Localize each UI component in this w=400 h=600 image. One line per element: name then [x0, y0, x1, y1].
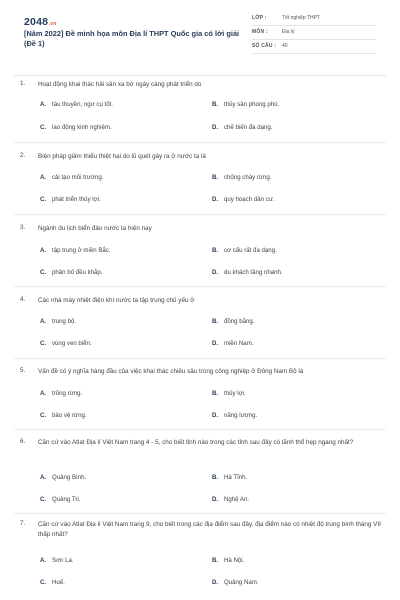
option-text: bảo vệ rừng.: [52, 412, 87, 419]
answer-option-c[interactable]: [40, 196, 101, 203]
question-text: Căn cứ vào Atlat Địa lí Việt Nam trang 4 - 5, cho biết tỉnh nào trong các tỉnh sau đây có lãnh thổ hẹp ngang nhất?: [38, 439, 354, 446]
option-text: tập trung ở miền Bắc.: [52, 247, 111, 254]
question-text: Ngành du lịch biển đảo nước ta hiện nay: [38, 225, 152, 232]
answer-option-d[interactable]: [212, 579, 259, 586]
option-letter: A.: [40, 247, 47, 254]
option-letter: B.: [212, 474, 219, 481]
answer-option-a[interactable]: [40, 390, 82, 397]
meta-value: Tốt nghiệp THPT: [282, 15, 320, 21]
meta-key: SỐ CÂU :: [252, 43, 277, 49]
option-letter: C.: [40, 196, 47, 203]
header-divider: [14, 75, 386, 76]
question-number: 1.: [20, 80, 26, 87]
option-text: phát triển thủy lợi.: [52, 196, 101, 203]
option-text: thủy lợi.: [224, 390, 246, 397]
answer-option-a[interactable]: [40, 557, 74, 564]
option-letter: A.: [40, 101, 47, 108]
answer-option-d[interactable]: [212, 412, 257, 419]
meta-key: LỚP :: [252, 15, 267, 21]
option-letter: B.: [212, 390, 219, 397]
option-letter: B.: [212, 247, 219, 254]
answer-option-b[interactable]: [212, 247, 277, 254]
option-letter: D.: [212, 340, 219, 347]
answer-option-d[interactable]: [212, 124, 272, 131]
option-text: trung bộ.: [52, 318, 77, 325]
option-letter: D.: [212, 196, 219, 203]
answer-option-a[interactable]: [40, 174, 103, 181]
page-header: [0, 0, 400, 78]
question-text: Vấn đề có ý nghĩa hàng đầu của việc khai thác chiều sâu trong công nghiệp ở Đông Nam Bộ là: [38, 368, 304, 375]
brand-name: 2048: [24, 16, 49, 28]
answer-option-d[interactable]: [212, 196, 275, 203]
option-letter: C.: [40, 269, 47, 276]
question-number: 7.: [20, 520, 26, 527]
answer-option-c[interactable]: [40, 340, 92, 347]
option-letter: B.: [212, 557, 219, 564]
meta-value: 40: [282, 43, 288, 49]
option-text: thủy sản phong phú.: [224, 101, 280, 108]
answer-option-b[interactable]: [212, 318, 255, 325]
option-letter: A.: [40, 174, 47, 181]
answer-option-c[interactable]: [40, 124, 112, 131]
option-text: cơ cấu rất đa dạng.: [224, 247, 277, 254]
option-text: du khách tăng nhanh.: [224, 269, 283, 276]
option-text: Nghệ An.: [224, 496, 250, 503]
option-letter: B.: [212, 174, 219, 181]
question-text: Các nhà máy nhiệt điện khí nước ta tập trung chủ yếu ở: [38, 297, 195, 304]
question-number: 5.: [20, 367, 26, 374]
option-letter: C.: [40, 124, 47, 131]
option-text: Huế.: [52, 579, 65, 586]
answer-option-a[interactable]: [40, 101, 113, 108]
option-letter: C.: [40, 496, 47, 503]
option-letter: D.: [212, 269, 219, 276]
option-letter: D.: [212, 579, 219, 586]
answer-option-c[interactable]: [40, 496, 80, 503]
option-letter: D.: [212, 412, 219, 419]
option-text: đồng bằng.: [224, 318, 255, 325]
option-letter: C.: [40, 340, 47, 347]
option-text: Hà Nội.: [224, 557, 245, 564]
answer-option-b[interactable]: [212, 390, 246, 397]
option-letter: A.: [40, 557, 47, 564]
page-title: [Năm 2022] Đề minh họa môn Địa lí THPT Quốc gia có lời giải (Đề 1): [24, 29, 240, 48]
answer-option-b[interactable]: [212, 557, 244, 564]
option-text: Quảng Bình.: [52, 474, 87, 481]
brand-logo[interactable]: [24, 16, 57, 28]
option-text: năng lượng.: [224, 412, 258, 419]
brand-tld: .vn: [48, 21, 57, 27]
meta-row-subject: [252, 26, 376, 40]
option-text: chế biến đa dạng.: [224, 124, 273, 131]
option-letter: B.: [212, 318, 219, 325]
option-text: quy hoạch dân cư.: [224, 196, 275, 203]
option-text: cải tạo môi trường.: [52, 174, 104, 181]
meta-value: Địa lý: [282, 29, 295, 35]
question-number: 2.: [20, 152, 26, 159]
question-divider: [14, 286, 386, 287]
meta-info-panel: [252, 12, 376, 54]
option-letter: D.: [212, 124, 219, 131]
answer-option-c[interactable]: [40, 412, 87, 419]
option-letter: D.: [212, 496, 219, 503]
answer-option-c[interactable]: [40, 269, 103, 276]
option-text: phân bố đều khắp.: [52, 269, 103, 276]
question-divider: [14, 358, 386, 359]
option-text: Hà Tĩnh.: [224, 474, 248, 481]
question-divider: [14, 513, 386, 514]
option-text: Quảng Trị.: [52, 496, 81, 503]
question-divider: [14, 429, 386, 430]
answer-option-b[interactable]: [212, 474, 247, 481]
question-text: Căn cứ vào Atlat Địa lí Việt Nam trang 9, cho biết trong các địa điểm sau đây, địa điểm nào có nhiệt độ trung bình tháng VII thấp nhất?: [38, 521, 381, 538]
question-number: 6.: [20, 438, 26, 445]
answer-option-d[interactable]: [212, 269, 283, 276]
meta-key: MÔN :: [252, 29, 268, 35]
question-text: Hoạt động khai thác hải sản xa bờ ngày càng phát triển do: [38, 81, 202, 88]
question-number: 4.: [20, 296, 26, 303]
answer-option-d[interactable]: [212, 340, 253, 347]
meta-row-class: [252, 12, 376, 26]
answer-option-a[interactable]: [40, 474, 86, 481]
option-text: trồng rừng.: [52, 390, 83, 397]
answer-option-c[interactable]: [40, 579, 65, 586]
option-text: Quảng Nam.: [224, 579, 259, 586]
option-text: Sơn La.: [52, 557, 74, 564]
question-divider: [14, 214, 386, 215]
question-text: Biện pháp giảm thiểu thiệt hại do lũ quét gây ra ở nước ta là: [38, 153, 206, 160]
answer-option-a[interactable]: [40, 247, 111, 254]
answer-option-a[interactable]: [40, 318, 76, 325]
option-text: vùng ven biển.: [52, 340, 92, 347]
option-text: tàu thuyền, ngư cụ tốt.: [52, 101, 113, 108]
question-divider: [14, 142, 386, 143]
answer-option-d[interactable]: [212, 496, 249, 503]
option-text: lao động kinh nghiệm.: [52, 124, 112, 131]
answer-option-b[interactable]: [212, 101, 279, 108]
option-letter: C.: [40, 579, 47, 586]
question-number: 3.: [20, 224, 26, 231]
answer-option-b[interactable]: [212, 174, 271, 181]
meta-row-question-count: [252, 40, 376, 54]
option-letter: A.: [40, 390, 47, 397]
option-letter: B.: [212, 101, 219, 108]
option-text: miền Nam.: [224, 340, 254, 347]
option-letter: A.: [40, 474, 47, 481]
option-letter: C.: [40, 412, 47, 419]
option-text: chống cháy rừng.: [224, 174, 272, 181]
option-letter: A.: [40, 318, 47, 325]
